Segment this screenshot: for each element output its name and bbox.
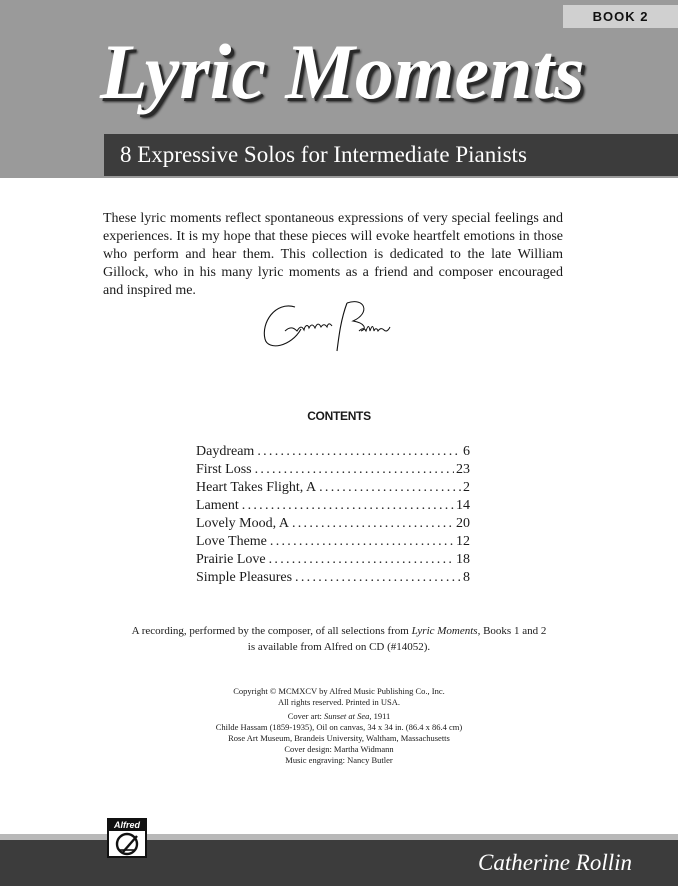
cover-art-title: Sunset at Sea, [324, 711, 372, 721]
recording-title: Lyric Moments, [411, 625, 481, 637]
toc-entry-love-theme[interactable]: Love Theme . . . 12 [196, 533, 470, 551]
toc-leader [257, 443, 461, 461]
toc-leader [242, 497, 454, 515]
toc-leader [269, 551, 454, 569]
toc-entry-heart-takes-flight[interactable]: Heart Takes Flight, A . . . 2 [196, 479, 470, 497]
author-name: Catherine Rollin [478, 850, 632, 875]
main-title: Lyric Moments [100, 28, 585, 115]
toc-entry-prairie-love[interactable]: Prairie Love . . . 18 [196, 551, 470, 569]
toc-leader [270, 533, 454, 551]
toc-entry-first-loss[interactable]: First Loss . . . 23 [196, 461, 470, 479]
alfred-logo [107, 818, 147, 858]
alfred-logo-text: Alfred [109, 820, 145, 831]
engraving-line: Music engraving: Nancy Butler [285, 755, 393, 765]
toc-leader [292, 515, 454, 533]
alfred-logo-icon [113, 832, 141, 856]
table-of-contents [196, 443, 470, 587]
toc-entry-daydream[interactable]: Daydream . . . 6 [196, 443, 470, 461]
intro-paragraph: These lyric moments reflect spontaneous expressions of very special feelings and experiences. It is my hope that these pieces will evoke heartfelt emotions in those who perform and hear them. This collection is dedicated to the late William Gillock, who in his many lyric moments as a friend and composer encouraged and inspired me. [103, 211, 563, 298]
cover-design-line: Cover design: Martha Widmann [284, 744, 394, 754]
copyright-line: Copyright © MCMXCV by Alfred Music Publishing Co., Inc. [233, 686, 445, 696]
toc-entry-lovely-mood[interactable]: Lovely Mood, A . . . 20 [196, 515, 470, 533]
toc-entry-simple-pleasures[interactable]: Simple Pleasures . . . 8 [196, 569, 470, 587]
cover-art-line: Cover art: Sunset at Sea, 1911 [287, 711, 391, 721]
museum-line: Rose Art Museum, Brandeis University, Waltham, Massachusetts [228, 733, 450, 743]
toc-entry-lament[interactable]: Lament . . . 14 [196, 497, 470, 515]
book-number-tab: BOOK 2 [563, 5, 678, 28]
subtitle-bar: 8 Expressive Solos for Intermediate Pianists [104, 134, 678, 176]
rights-line: All rights reserved. Printed in USA. [277, 697, 401, 707]
toc-leader [295, 569, 461, 587]
toc-leader [319, 479, 461, 497]
recording-line-2: is available from Alfred on CD (#14052). [247, 641, 431, 653]
recording-note [100, 623, 578, 655]
signature-image [255, 295, 395, 355]
contents-heading: CONTENTS [307, 409, 371, 423]
recording-line-1: A recording, performed by the composer, of all selections from Lyric Moments, Books 1 and 2 [131, 625, 547, 637]
painting-details-line: Childe Hassam (1859-1935), Oil on canvas, 34 x 34 in. (86.4 x 86.4 cm) [215, 722, 463, 732]
toc-leader [255, 461, 454, 479]
copyright-block [160, 686, 518, 766]
